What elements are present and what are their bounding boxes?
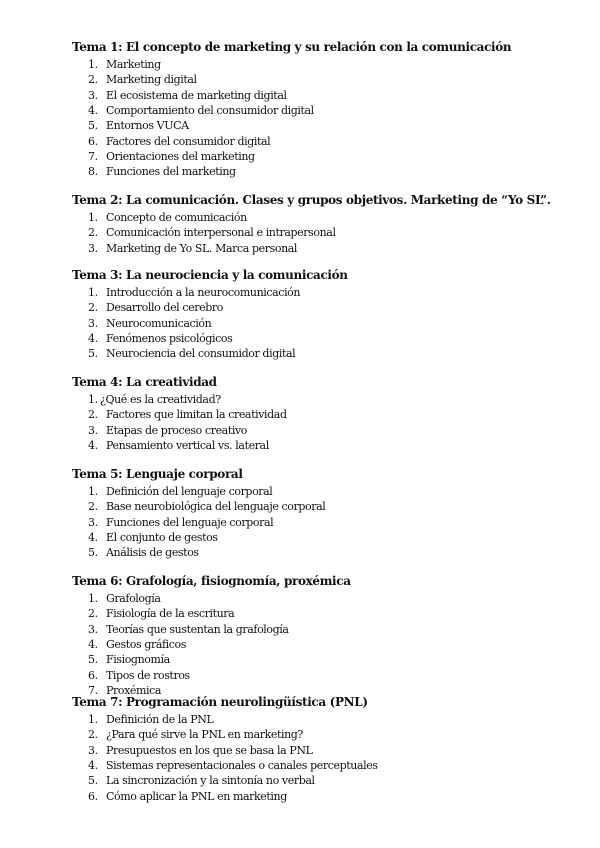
list-item-text: Gestos gráficos [106, 637, 187, 651]
list-item-number: 6. [88, 668, 98, 682]
list-item-number: 4. [88, 438, 98, 452]
list-item-number: 2. [88, 728, 98, 742]
list-item-number: 6. [88, 134, 98, 148]
list-item-text: Sistemas representacionales o canales perceptuales [106, 758, 378, 772]
list-item-text: El ecosistema de marketing digital [106, 88, 287, 102]
list-item-text: Marketing digital [106, 73, 197, 87]
list-item-number: 2. [88, 607, 98, 621]
list-item-text: Etapas de proceso creativo [106, 423, 248, 437]
list-item-text: Marketing [106, 58, 161, 71]
list-item-text: Fisiognomía [106, 653, 170, 667]
list-item-text: Base neurobiológica del lenguaje corporal [106, 500, 326, 514]
list-item-text: Introducción a la neurocomunicación [106, 286, 301, 299]
topic-7-heading: Tema 7: Programación neurolingüística (PNL) [72, 695, 368, 709]
list-item-number: 1. [88, 592, 98, 605]
list-item-number: 4. [88, 758, 98, 772]
list-item-number: 2. [88, 500, 98, 514]
list-item-number: 3. [88, 515, 98, 529]
list-item-number: 1. [88, 58, 98, 71]
list-item-text: Concepto de comunicación [106, 211, 247, 224]
list-item-number: 3. [88, 88, 98, 102]
list-item-number: 5. [88, 347, 98, 361]
topic-3-heading: Tema 3: La neurociencia y la comunicación [72, 268, 348, 282]
list-item-text: Cómo aplicar la PNL en marketing [106, 789, 287, 803]
list-item-number: 4. [88, 103, 98, 117]
list-item-text: ¿Qué es la creatividad? [100, 393, 221, 406]
list-item-number: 4. [88, 331, 98, 345]
list-item-number: 6. [88, 789, 98, 803]
topic-6-heading: Tema 6: Grafología, fisiognomía, proxémica [72, 574, 351, 588]
topic-5-heading: Tema 5: Lenguaje corporal [72, 467, 243, 481]
list-item-text: Neurociencia del consumidor digital [106, 347, 296, 361]
list-item-text: Factores que limitan la creatividad [106, 408, 287, 422]
list-item-text: Tipos de rostros [106, 668, 190, 682]
topic-2-heading: Tema 2: La comunicación. Clases y grupos objetivos. Marketing de “Yo SL”. [72, 193, 551, 207]
list-item-number: 2. [88, 301, 98, 315]
list-item-number: 3. [88, 316, 98, 330]
list-item-text: La sincronización y la sintonía no verbal [106, 774, 315, 788]
list-item-text: Definición del lenguaje corporal [106, 485, 273, 498]
list-item-text: Definición de la PNL [106, 713, 214, 726]
list-item-text: Funciones del lenguaje corporal [106, 515, 274, 529]
list-item-number: 1. [88, 485, 98, 498]
list-item-text: ¿Para qué sirve la PNL en marketing? [106, 728, 303, 742]
list-item-text: Desarrollo del cerebro [106, 301, 223, 315]
list-item-text: Orientaciones del marketing [106, 149, 255, 163]
list-item-number: 8. [88, 165, 98, 179]
list-item-text: Teorías que sustentan la grafología [106, 622, 289, 636]
list-item-number: 7. [88, 683, 98, 697]
list-item-text: Fenómenos psicológicos [106, 331, 233, 345]
list-item-text: El conjunto de gestos [106, 530, 218, 544]
list-item-number: 7. [88, 149, 98, 163]
list-item-number: 2. [88, 408, 98, 422]
list-item-number: 4. [88, 637, 98, 651]
list-item-number: 3. [88, 743, 98, 757]
list-item-text: Pensamiento vertical vs. lateral [106, 438, 269, 452]
list-item-text: Comportamiento del consumidor digital [106, 103, 314, 117]
list-item-number: 5. [88, 546, 98, 560]
list-item-text: Fisiología de la escritura [106, 607, 235, 621]
list-item-text: Neurocomunicación [106, 316, 212, 330]
list-item-number: 1. [88, 286, 98, 299]
list-item-number: 1. [88, 211, 98, 224]
list-item-number: 3. [88, 241, 98, 255]
list-item-text: Presupuestos en los que se basa la PNL [106, 743, 313, 757]
list-item-number: 3. [88, 622, 98, 636]
list-item-number: 1. [88, 713, 98, 726]
list-item-text: Comunicación interpersonal e intrapersonal [106, 226, 336, 240]
list-item-number: 4. [88, 530, 98, 544]
topic-4-heading: Tema 4: La creatividad [72, 375, 217, 389]
list-item-number: 2. [88, 226, 98, 240]
list-item-number: 5. [88, 653, 98, 667]
list-item-text: Proxémica [106, 683, 162, 697]
list-item-number: 5. [88, 119, 98, 133]
list-item-text: Factores del consumidor digital [106, 134, 271, 148]
topic-1-heading: Tema 1: El concepto de marketing y su relación con la comunicación [72, 40, 512, 54]
list-item-text: Funciones del marketing [106, 165, 236, 179]
list-item-text: Análisis de gestos [106, 546, 199, 560]
list-item-number: 5. [88, 774, 98, 788]
list-item-text: Grafología [106, 592, 161, 605]
list-item-text: Marketing de Yo SL. Marca personal [106, 241, 298, 255]
list-item-number: 3. [88, 423, 98, 437]
list-item-number: 1. [88, 393, 98, 406]
list-item-number: 2. [88, 73, 98, 87]
list-item-text: Entornos VUCA [106, 119, 189, 133]
